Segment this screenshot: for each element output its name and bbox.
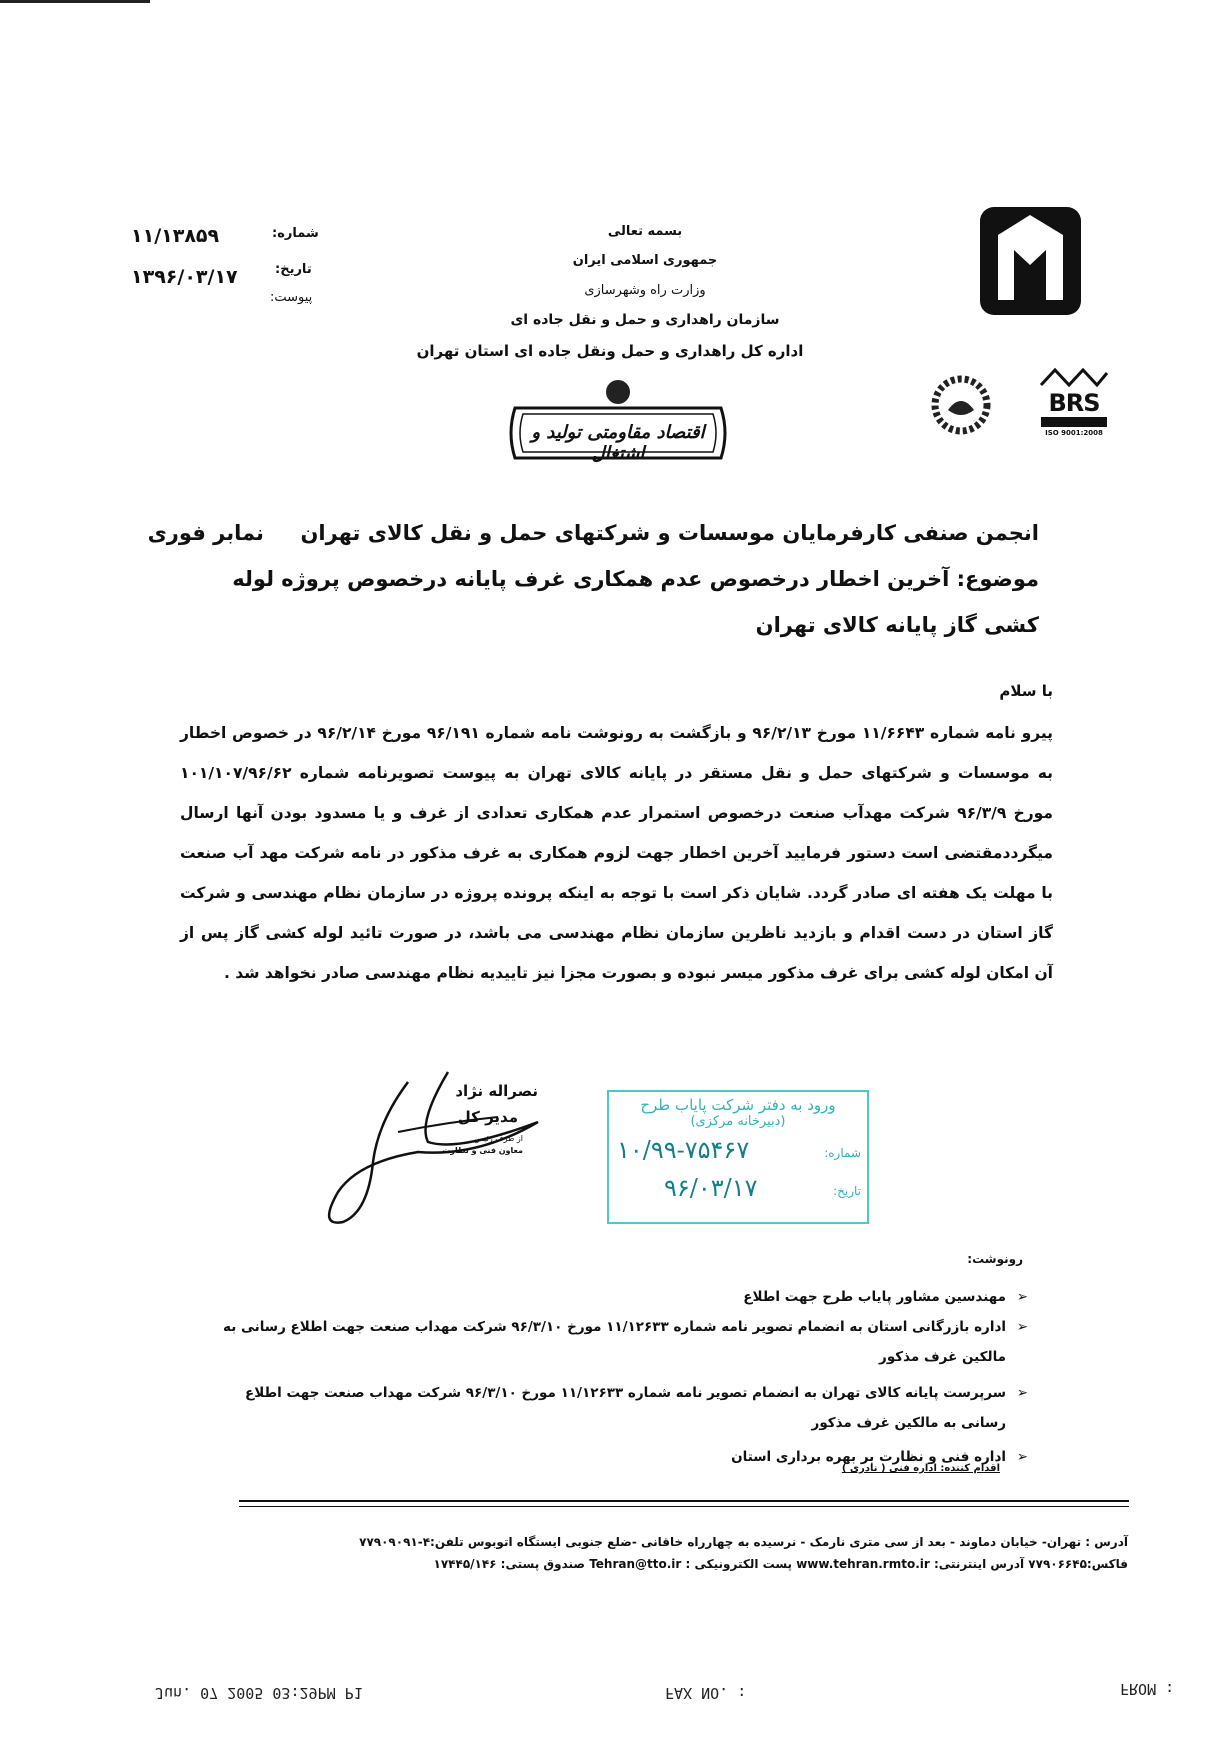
ministry-name: وزارت راه وشهرسازی bbox=[584, 283, 706, 298]
letter-subject: موضوع: آخرین اخطار درخصوص عدم همکاری غرف پایانه درخصوص پروژه لوله کشی گاز پایانه کالای تهران bbox=[232, 567, 1039, 637]
cc-list bbox=[200, 1282, 1028, 1472]
letter-date-label: تاریخ: bbox=[275, 262, 312, 277]
fax-timestamp: Jun. 07 2005 03:29PM P1 bbox=[155, 1684, 363, 1702]
stamp-date-label: تاریخ: bbox=[833, 1184, 861, 1198]
cc-label: رونوشت: bbox=[967, 1252, 1023, 1266]
cc-item: ➢ سرپرست پایانه کالای تهران به انضمام تصویر نامه شماره ۱۱/۱۲۶۳۳ مورخ ۹۶/۳/۱۰ شرکت مهداب صنعت جهت اطلاع رسانی به مالکین غرف مذکور bbox=[200, 1378, 1028, 1438]
signatory-name: نصراله نژاد bbox=[455, 1082, 538, 1100]
attachment-label: پیوست: bbox=[270, 290, 313, 305]
letter-recipient: انجمن صنفی کارفرمایان موسسات و شرکتهای حمل و نقل کالای تهران نمابر فوری bbox=[147, 521, 1039, 545]
stamp-date: ۹۶/۰۳/۱۷ bbox=[664, 1174, 758, 1202]
stamp-number-label: شماره: bbox=[824, 1146, 861, 1160]
brs-iso-logo bbox=[1035, 367, 1113, 439]
slogan-emblem bbox=[503, 378, 733, 468]
footer-divider bbox=[239, 1500, 1129, 1507]
ministry-logo bbox=[978, 205, 1083, 317]
stamp-subtitle: (دبیرخانه مرکزی) bbox=[690, 1114, 786, 1129]
stamp-title: ورود به دفتر شرکت پایاب طرح bbox=[640, 1096, 836, 1114]
fax-number-label: FAX NO. : bbox=[665, 1684, 747, 1702]
cc-item: ➢ اداره فنی و نظارت بر بهره برداری استان bbox=[200, 1442, 1028, 1472]
receipt-stamp bbox=[607, 1090, 869, 1224]
cc-item: ➢ مهندسین مشاور پایاب طرح جهت اطلاع bbox=[200, 1282, 1028, 1312]
action-by: اقدام کننده: اداره فنی ( نادری ) bbox=[841, 1463, 1000, 1474]
arrow-bullet-icon: ➢ bbox=[1016, 1385, 1028, 1401]
bismillah: بسمه تعالی bbox=[607, 224, 683, 239]
footer-address: آدرس : تهران- خیابان دماوند - بعد از سی متری نارمک - نرسیده به چهارراه خاقانی -ضلع جنوبی ایستگاه اتوبوس تلفن:۴-۷۷۹۰۹۰۹۱ bbox=[359, 1535, 1128, 1549]
department-name: اداره کل راهداری و حمل ونقل جاده ای استان تهران bbox=[416, 342, 804, 360]
arrow-bullet-icon: ➢ bbox=[1016, 1289, 1028, 1305]
signature bbox=[298, 1062, 548, 1227]
fax-from-label: FROM : bbox=[1120, 1680, 1175, 1698]
arrow-bullet-icon: ➢ bbox=[1016, 1449, 1028, 1465]
signatory-title: مدیر کل bbox=[457, 1108, 518, 1126]
iso-text: ISO 9001:2008 bbox=[1045, 429, 1103, 437]
stamp-number: ۱۰/۹۹-۷۵۴۶۷ bbox=[617, 1136, 750, 1164]
cc-item: ➢ اداره بازرگانی استان به انضمام تصویر نامه شماره ۱۱/۱۲۶۳۳ مورخ ۹۶/۳/۱۰ شرکت مهداب صنعت جهت اطلاع رسانی به مالکین غرف مذکور bbox=[200, 1312, 1028, 1372]
letter-date: ۱۳۹۶/۰۳/۱۷ bbox=[131, 266, 238, 288]
arrow-bullet-icon: ➢ bbox=[1016, 1319, 1028, 1335]
signature-stamp-line1: از طرف رئیس bbox=[474, 1134, 523, 1143]
national-emblem bbox=[918, 372, 1004, 438]
letter-number: ۱۱/۱۳۸۵۹ bbox=[131, 225, 220, 247]
letter-number-label: شماره: bbox=[272, 226, 319, 241]
greeting: با سلام bbox=[999, 682, 1053, 700]
signature-stamp-line2: معاون فنی و نظارت bbox=[442, 1146, 523, 1155]
footer-contact: فاکس:۷۷۹۰۶۶۴۵ آدرس اینترنتی: www.tehran.rmto.ir پست الکترونیکی : Tehran@tto.ir صندوق پستی: ۱۷۴۴۵/۱۴۶ bbox=[433, 1557, 1128, 1571]
organization-name: سازمان راهداری و حمل و نقل جاده ای bbox=[510, 312, 780, 328]
letter-body: پیرو نامه شماره ۱۱/۶۶۴۳ مورخ ۹۶/۲/۱۳ و بازگشت به رونوشت نامه شماره ۹۶/۱۹۱ مورخ ۹۶/۲/۱۴ در خصوص اخطار به موسسات و شرکتهای حمل و نقل مستقر در پایانه کالای تهران به پیوست تصویرنامه شماره ۱۰۱/۱۰۷/۹۶/۶۲ مورخ ۹۶/۳/۹ شرکت مهدآب صنعت درخصوص استمرار عدم همکاری تعدادی از غرف و یا مسدود بودن آنها ارسال میگرددمقتضی است دستور فرمایید آخرین اخطار جهت لزوم همکاری به غرف مذکور در نامه شرکت مهد آب صنعت با مهلت یک هفته ای صادر گردد. شایان ذکر است با توجه به اینکه پرونده پروژه در سازمان نظام مهندسی و شرکت گاز استان در دست اقدام و بازدید ناظرین سازمان نظام مهندسی می باشد، در صورت تائید لوله کشی گاز پس از آن امکان لوله کشی برای غرف مذکور میسر نبوده و بصورت مجزا نیز تاییدیه نظام مهندسی صادر نخواهد شد . bbox=[180, 724, 1054, 982]
slogan-text: اقتصاد مقاومتی تولید و اشتغال bbox=[531, 422, 705, 464]
brs-text: BRS bbox=[1048, 389, 1100, 417]
scan-edge-line bbox=[0, 0, 150, 3]
country-name: جمهوری اسلامی ایران bbox=[572, 253, 718, 268]
